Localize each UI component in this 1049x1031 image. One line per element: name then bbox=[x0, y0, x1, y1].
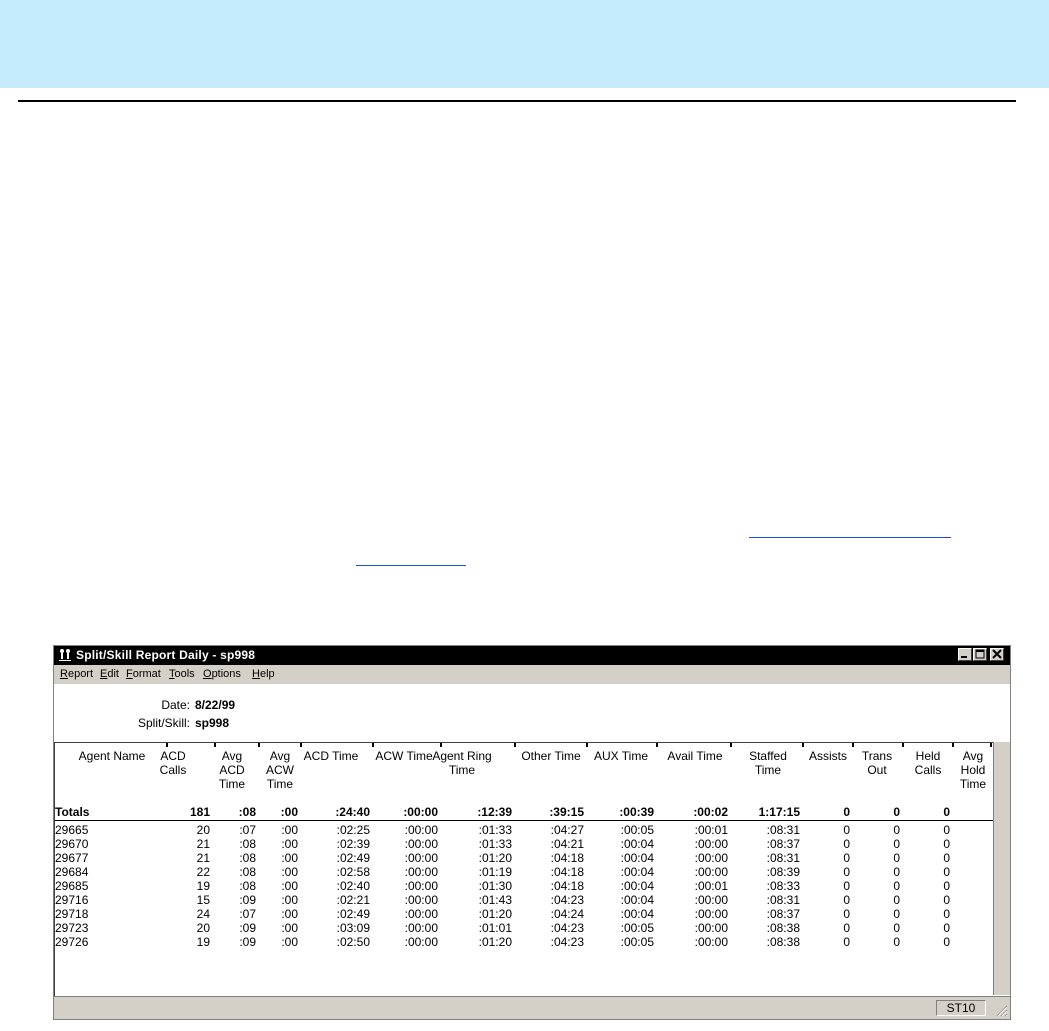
column-header-line: Staffed bbox=[749, 749, 787, 763]
table-cell: :01:33 bbox=[478, 837, 512, 851]
header-rule bbox=[55, 820, 993, 821]
column-mark[interactable] bbox=[586, 743, 588, 747]
table-cell: :00:01 bbox=[694, 823, 728, 837]
table-cell: 19 bbox=[196, 935, 210, 949]
table-cell: :08:31 bbox=[766, 893, 800, 907]
table-cell: 0 bbox=[843, 935, 850, 949]
table-cell: 29718 bbox=[55, 907, 89, 921]
column-mark[interactable] bbox=[990, 743, 992, 747]
top-banner bbox=[0, 0, 1049, 88]
column-header-line: Time bbox=[266, 777, 294, 791]
table-cell: :08 bbox=[239, 837, 256, 851]
table-cell: :00 bbox=[281, 823, 298, 837]
column-mark[interactable] bbox=[514, 743, 516, 747]
table-cell: :00:39 bbox=[619, 805, 654, 819]
totals-row[interactable] bbox=[55, 805, 993, 819]
table-cell: 0 bbox=[943, 837, 950, 851]
table-cell: :08 bbox=[238, 805, 256, 819]
resize-grip-icon[interactable] bbox=[994, 1003, 1008, 1017]
table-cell: :00:00 bbox=[404, 879, 438, 893]
table-cell: :04:23 bbox=[550, 921, 584, 935]
date-label: Date: bbox=[161, 698, 190, 712]
column-header-line: Time bbox=[448, 763, 476, 777]
table-cell: :04:18 bbox=[550, 879, 584, 893]
table-cell: :00:04 bbox=[620, 865, 654, 879]
table-cell: 1:17:15 bbox=[758, 805, 800, 819]
table-cell: 181 bbox=[189, 805, 210, 819]
table-cell: :00:00 bbox=[694, 935, 728, 949]
table-cell: :00:00 bbox=[694, 837, 728, 851]
column-header[interactable] bbox=[655, 749, 735, 763]
table-cell: :01:30 bbox=[478, 879, 512, 893]
table-cell: 0 bbox=[943, 865, 950, 879]
table-cell: :08:38 bbox=[766, 935, 800, 949]
table-cell: :00:00 bbox=[404, 823, 438, 837]
window-title: Split/Skill Report Daily - sp998 bbox=[76, 648, 256, 662]
table-cell: :12:39 bbox=[477, 805, 512, 819]
column-mark[interactable] bbox=[214, 743, 216, 747]
column-header-line: ACD Time bbox=[303, 749, 359, 763]
column-header-line: Avg bbox=[962, 749, 984, 763]
table-cell: 0 bbox=[893, 837, 900, 851]
column-header-line: Trans bbox=[861, 749, 893, 763]
report-window bbox=[53, 645, 1011, 1020]
table-cell: :01:43 bbox=[478, 893, 512, 907]
table-cell: :03:09 bbox=[336, 921, 370, 935]
menu-options[interactable]: Options bbox=[203, 668, 241, 680]
table-cell: 29723 bbox=[55, 921, 89, 935]
column-header-line: ACD bbox=[219, 763, 245, 777]
table-row[interactable] bbox=[55, 907, 993, 921]
menu-edit[interactable]: Edit bbox=[100, 668, 119, 680]
menu-tools[interactable]: Tools bbox=[169, 668, 195, 680]
table-cell: :07 bbox=[239, 907, 256, 921]
table-cell: :01:20 bbox=[478, 851, 512, 865]
table-cell: 0 bbox=[843, 823, 850, 837]
column-header[interactable] bbox=[581, 749, 661, 763]
table-cell: :04:18 bbox=[550, 865, 584, 879]
table-cell: 0 bbox=[843, 921, 850, 935]
table-cell: :02:49 bbox=[336, 907, 370, 921]
table-cell: :24:40 bbox=[335, 805, 370, 819]
table-cell: 29670 bbox=[55, 837, 89, 851]
table-cell: :00:05 bbox=[620, 935, 654, 949]
table-cell: 15 bbox=[196, 893, 210, 907]
column-header-line: AUX Time bbox=[593, 749, 648, 763]
link-underline-1[interactable] bbox=[749, 537, 951, 538]
table-cell: :08:37 bbox=[766, 907, 800, 921]
column-header[interactable] bbox=[511, 749, 591, 763]
table-cell: 0 bbox=[893, 935, 900, 949]
column-header-line: Time bbox=[218, 777, 246, 791]
table-cell: :39:15 bbox=[549, 805, 584, 819]
maximize-button[interactable] bbox=[973, 648, 987, 661]
table-cell: :01:33 bbox=[478, 823, 512, 837]
table-cell: :00:00 bbox=[404, 893, 438, 907]
table-cell: :08 bbox=[239, 851, 256, 865]
table-cell: 0 bbox=[943, 893, 950, 907]
column-header-line: ACW bbox=[266, 763, 294, 777]
report-header bbox=[54, 684, 1010, 742]
column-mark[interactable] bbox=[656, 743, 658, 747]
date-value: 8/22/99 bbox=[195, 698, 236, 712]
column-mark[interactable] bbox=[440, 743, 442, 747]
column-header-line: Calls bbox=[914, 763, 942, 777]
close-icon bbox=[991, 649, 1003, 660]
table-cell: 21 bbox=[196, 851, 210, 865]
table-cell: :08:38 bbox=[766, 921, 800, 935]
column-header-line: Time bbox=[959, 777, 987, 791]
column-mark[interactable] bbox=[902, 743, 904, 747]
table-cell: 0 bbox=[893, 907, 900, 921]
table-cell: 22 bbox=[196, 865, 210, 879]
menu-report[interactable]: Report bbox=[60, 668, 94, 680]
table-cell: :00:00 bbox=[694, 907, 728, 921]
table-cell: 0 bbox=[843, 851, 850, 865]
table-cell: :02:58 bbox=[336, 865, 370, 879]
menu-bar bbox=[54, 665, 1010, 684]
table-cell: :02:49 bbox=[336, 851, 370, 865]
column-header-line: Assists bbox=[808, 749, 847, 763]
table-row[interactable] bbox=[55, 921, 993, 935]
table-cell: :00:01 bbox=[694, 879, 728, 893]
column-header-line: Held bbox=[915, 749, 941, 763]
table-cell: :08:31 bbox=[766, 851, 800, 865]
table-cell: :02:21 bbox=[336, 893, 370, 907]
table-cell: :08:33 bbox=[766, 879, 800, 893]
table-cell: :02:39 bbox=[336, 837, 370, 851]
column-header-line: Other Time bbox=[521, 749, 581, 763]
table-cell: :00:00 bbox=[404, 865, 438, 879]
table-cell: 21 bbox=[196, 837, 210, 851]
table-cell: 29684 bbox=[55, 865, 89, 879]
table-row[interactable] bbox=[55, 865, 993, 879]
table-cell: 0 bbox=[943, 851, 950, 865]
column-header-line: Calls bbox=[159, 763, 187, 777]
column-header-line: Out bbox=[867, 763, 887, 777]
table-cell: :04:23 bbox=[550, 935, 584, 949]
split-skill-value: sp998 bbox=[195, 716, 230, 730]
table-row[interactable] bbox=[55, 935, 993, 949]
split-skill-label: Split/Skill: bbox=[137, 716, 190, 730]
table-cell: :09 bbox=[239, 921, 256, 935]
report-table[interactable] bbox=[54, 742, 994, 996]
table-cell: :09 bbox=[239, 935, 256, 949]
table-cell: 0 bbox=[943, 805, 950, 819]
table-cell: :00 bbox=[281, 879, 298, 893]
table-cell: 0 bbox=[943, 907, 950, 921]
table-cell: 0 bbox=[943, 823, 950, 837]
column-header[interactable] bbox=[291, 749, 371, 763]
column-mark[interactable] bbox=[952, 743, 954, 747]
table-cell: :00:00 bbox=[404, 935, 438, 949]
table-cell: 29665 bbox=[55, 823, 89, 837]
column-header-line: ACD bbox=[160, 749, 186, 763]
column-header-line: Time bbox=[754, 763, 782, 777]
table-cell: 0 bbox=[843, 865, 850, 879]
column-header[interactable] bbox=[422, 749, 502, 777]
table-cell: :04:18 bbox=[550, 851, 584, 865]
table-cell: :09 bbox=[239, 893, 256, 907]
table-cell: :02:50 bbox=[336, 935, 370, 949]
agent-app-icon bbox=[58, 648, 72, 662]
table-cell: :02:25 bbox=[336, 823, 370, 837]
table-cell: :00 bbox=[281, 851, 298, 865]
table-cell: 0 bbox=[893, 805, 900, 819]
table-cell: :00:04 bbox=[620, 893, 654, 907]
table-cell: 20 bbox=[196, 823, 210, 837]
column-header[interactable] bbox=[933, 749, 994, 791]
table-row[interactable] bbox=[55, 823, 993, 837]
table-cell: 0 bbox=[893, 879, 900, 893]
table-cell: :00:05 bbox=[620, 921, 654, 935]
table-cell: :02:40 bbox=[336, 879, 370, 893]
column-header-line: Avg bbox=[269, 749, 291, 763]
status-panel: ST10 bbox=[936, 1000, 986, 1016]
table-cell: 0 bbox=[893, 823, 900, 837]
maximize-icon bbox=[974, 649, 986, 660]
table-cell: :00:04 bbox=[620, 907, 654, 921]
table-cell: :00 bbox=[281, 921, 298, 935]
table-cell: 0 bbox=[843, 879, 850, 893]
column-mark[interactable] bbox=[372, 743, 374, 747]
table-cell: 0 bbox=[843, 805, 850, 819]
minimize-icon bbox=[959, 649, 971, 660]
column-header-line: ACW Time bbox=[375, 749, 433, 763]
link-underline-2[interactable] bbox=[356, 565, 466, 566]
column-mark[interactable] bbox=[300, 743, 302, 747]
table-cell: :00:04 bbox=[620, 851, 654, 865]
column-header-line: Avg bbox=[221, 749, 243, 763]
table-cell: 24 bbox=[196, 907, 210, 921]
top-rule bbox=[18, 100, 1016, 102]
table-cell: :07 bbox=[239, 823, 256, 837]
table-cell: :08 bbox=[239, 879, 256, 893]
table-row[interactable] bbox=[55, 893, 993, 907]
column-mark[interactable] bbox=[258, 743, 260, 747]
column-header-line: Hold bbox=[960, 763, 986, 777]
table-cell: 0 bbox=[893, 893, 900, 907]
minimize-button[interactable] bbox=[958, 648, 972, 661]
table-cell: :00:00 bbox=[694, 865, 728, 879]
table-cell: 0 bbox=[893, 865, 900, 879]
table-cell: :00 bbox=[280, 805, 298, 819]
column-mark[interactable] bbox=[166, 743, 168, 747]
table-cell: 29716 bbox=[55, 893, 89, 907]
column-mark[interactable] bbox=[730, 743, 732, 747]
close-button[interactable] bbox=[990, 648, 1004, 661]
table-cell: :08:37 bbox=[766, 837, 800, 851]
column-header-line: Avail Time bbox=[667, 749, 723, 763]
table-cell: :00:00 bbox=[694, 851, 728, 865]
table-row[interactable] bbox=[55, 879, 993, 893]
table-cell: :04:27 bbox=[550, 823, 584, 837]
column-header-line: Agent Name bbox=[78, 749, 146, 763]
table-cell: :00 bbox=[281, 907, 298, 921]
table-cell: 0 bbox=[943, 935, 950, 949]
table-cell: :00:04 bbox=[620, 837, 654, 851]
table-cell: :00:00 bbox=[403, 805, 438, 819]
table-cell: :00 bbox=[281, 935, 298, 949]
table-row[interactable] bbox=[55, 837, 993, 851]
column-header-line: Agent Ring bbox=[432, 749, 492, 763]
table-cell: 29677 bbox=[55, 851, 89, 865]
table-cell: 0 bbox=[943, 921, 950, 935]
table-cell: Totals bbox=[55, 805, 90, 819]
table-cell: 0 bbox=[843, 837, 850, 851]
column-mark[interactable] bbox=[852, 743, 854, 747]
table-cell: :01:20 bbox=[478, 935, 512, 949]
table-cell: :00 bbox=[281, 865, 298, 879]
table-cell: :00:05 bbox=[620, 823, 654, 837]
table-cell: :01:19 bbox=[478, 865, 512, 879]
vertical-scrollbar[interactable] bbox=[993, 742, 1010, 995]
table-cell: :04:21 bbox=[550, 837, 584, 851]
table-cell: 19 bbox=[196, 879, 210, 893]
table-cell: :08:31 bbox=[766, 823, 800, 837]
table-cell: 0 bbox=[943, 879, 950, 893]
table-cell: :01:20 bbox=[478, 907, 512, 921]
table-cell: :00:02 bbox=[693, 805, 728, 819]
table-cell: :04:24 bbox=[550, 907, 584, 921]
table-cell: :00 bbox=[281, 837, 298, 851]
title-bar[interactable] bbox=[54, 646, 1010, 665]
menu-format[interactable]: Format bbox=[126, 668, 161, 680]
table-cell: 0 bbox=[893, 921, 900, 935]
table-cell: :00:04 bbox=[620, 879, 654, 893]
table-cell: :00:00 bbox=[404, 837, 438, 851]
table-cell: :04:23 bbox=[550, 893, 584, 907]
status-bar bbox=[54, 996, 1010, 1019]
table-cell: :01:01 bbox=[478, 921, 512, 935]
table-cell: 20 bbox=[196, 921, 210, 935]
menu-help[interactable]: Help bbox=[252, 668, 275, 680]
table-cell: 29685 bbox=[55, 879, 89, 893]
table-cell: :00:00 bbox=[404, 907, 438, 921]
column-mark[interactable] bbox=[802, 743, 804, 747]
column-resize-marks bbox=[55, 743, 994, 747]
table-cell: :00:00 bbox=[404, 921, 438, 935]
table-cell: :08 bbox=[239, 865, 256, 879]
table-cell: 0 bbox=[843, 893, 850, 907]
table-cell: 29726 bbox=[55, 935, 89, 949]
table-cell: 0 bbox=[893, 851, 900, 865]
table-cell: :00:00 bbox=[694, 893, 728, 907]
table-cell: :00:00 bbox=[694, 921, 728, 935]
table-cell: 0 bbox=[843, 907, 850, 921]
table-cell: :08:39 bbox=[766, 865, 800, 879]
table-cell: :00 bbox=[281, 893, 298, 907]
table-cell: :00:00 bbox=[404, 851, 438, 865]
table-row[interactable] bbox=[55, 851, 993, 865]
